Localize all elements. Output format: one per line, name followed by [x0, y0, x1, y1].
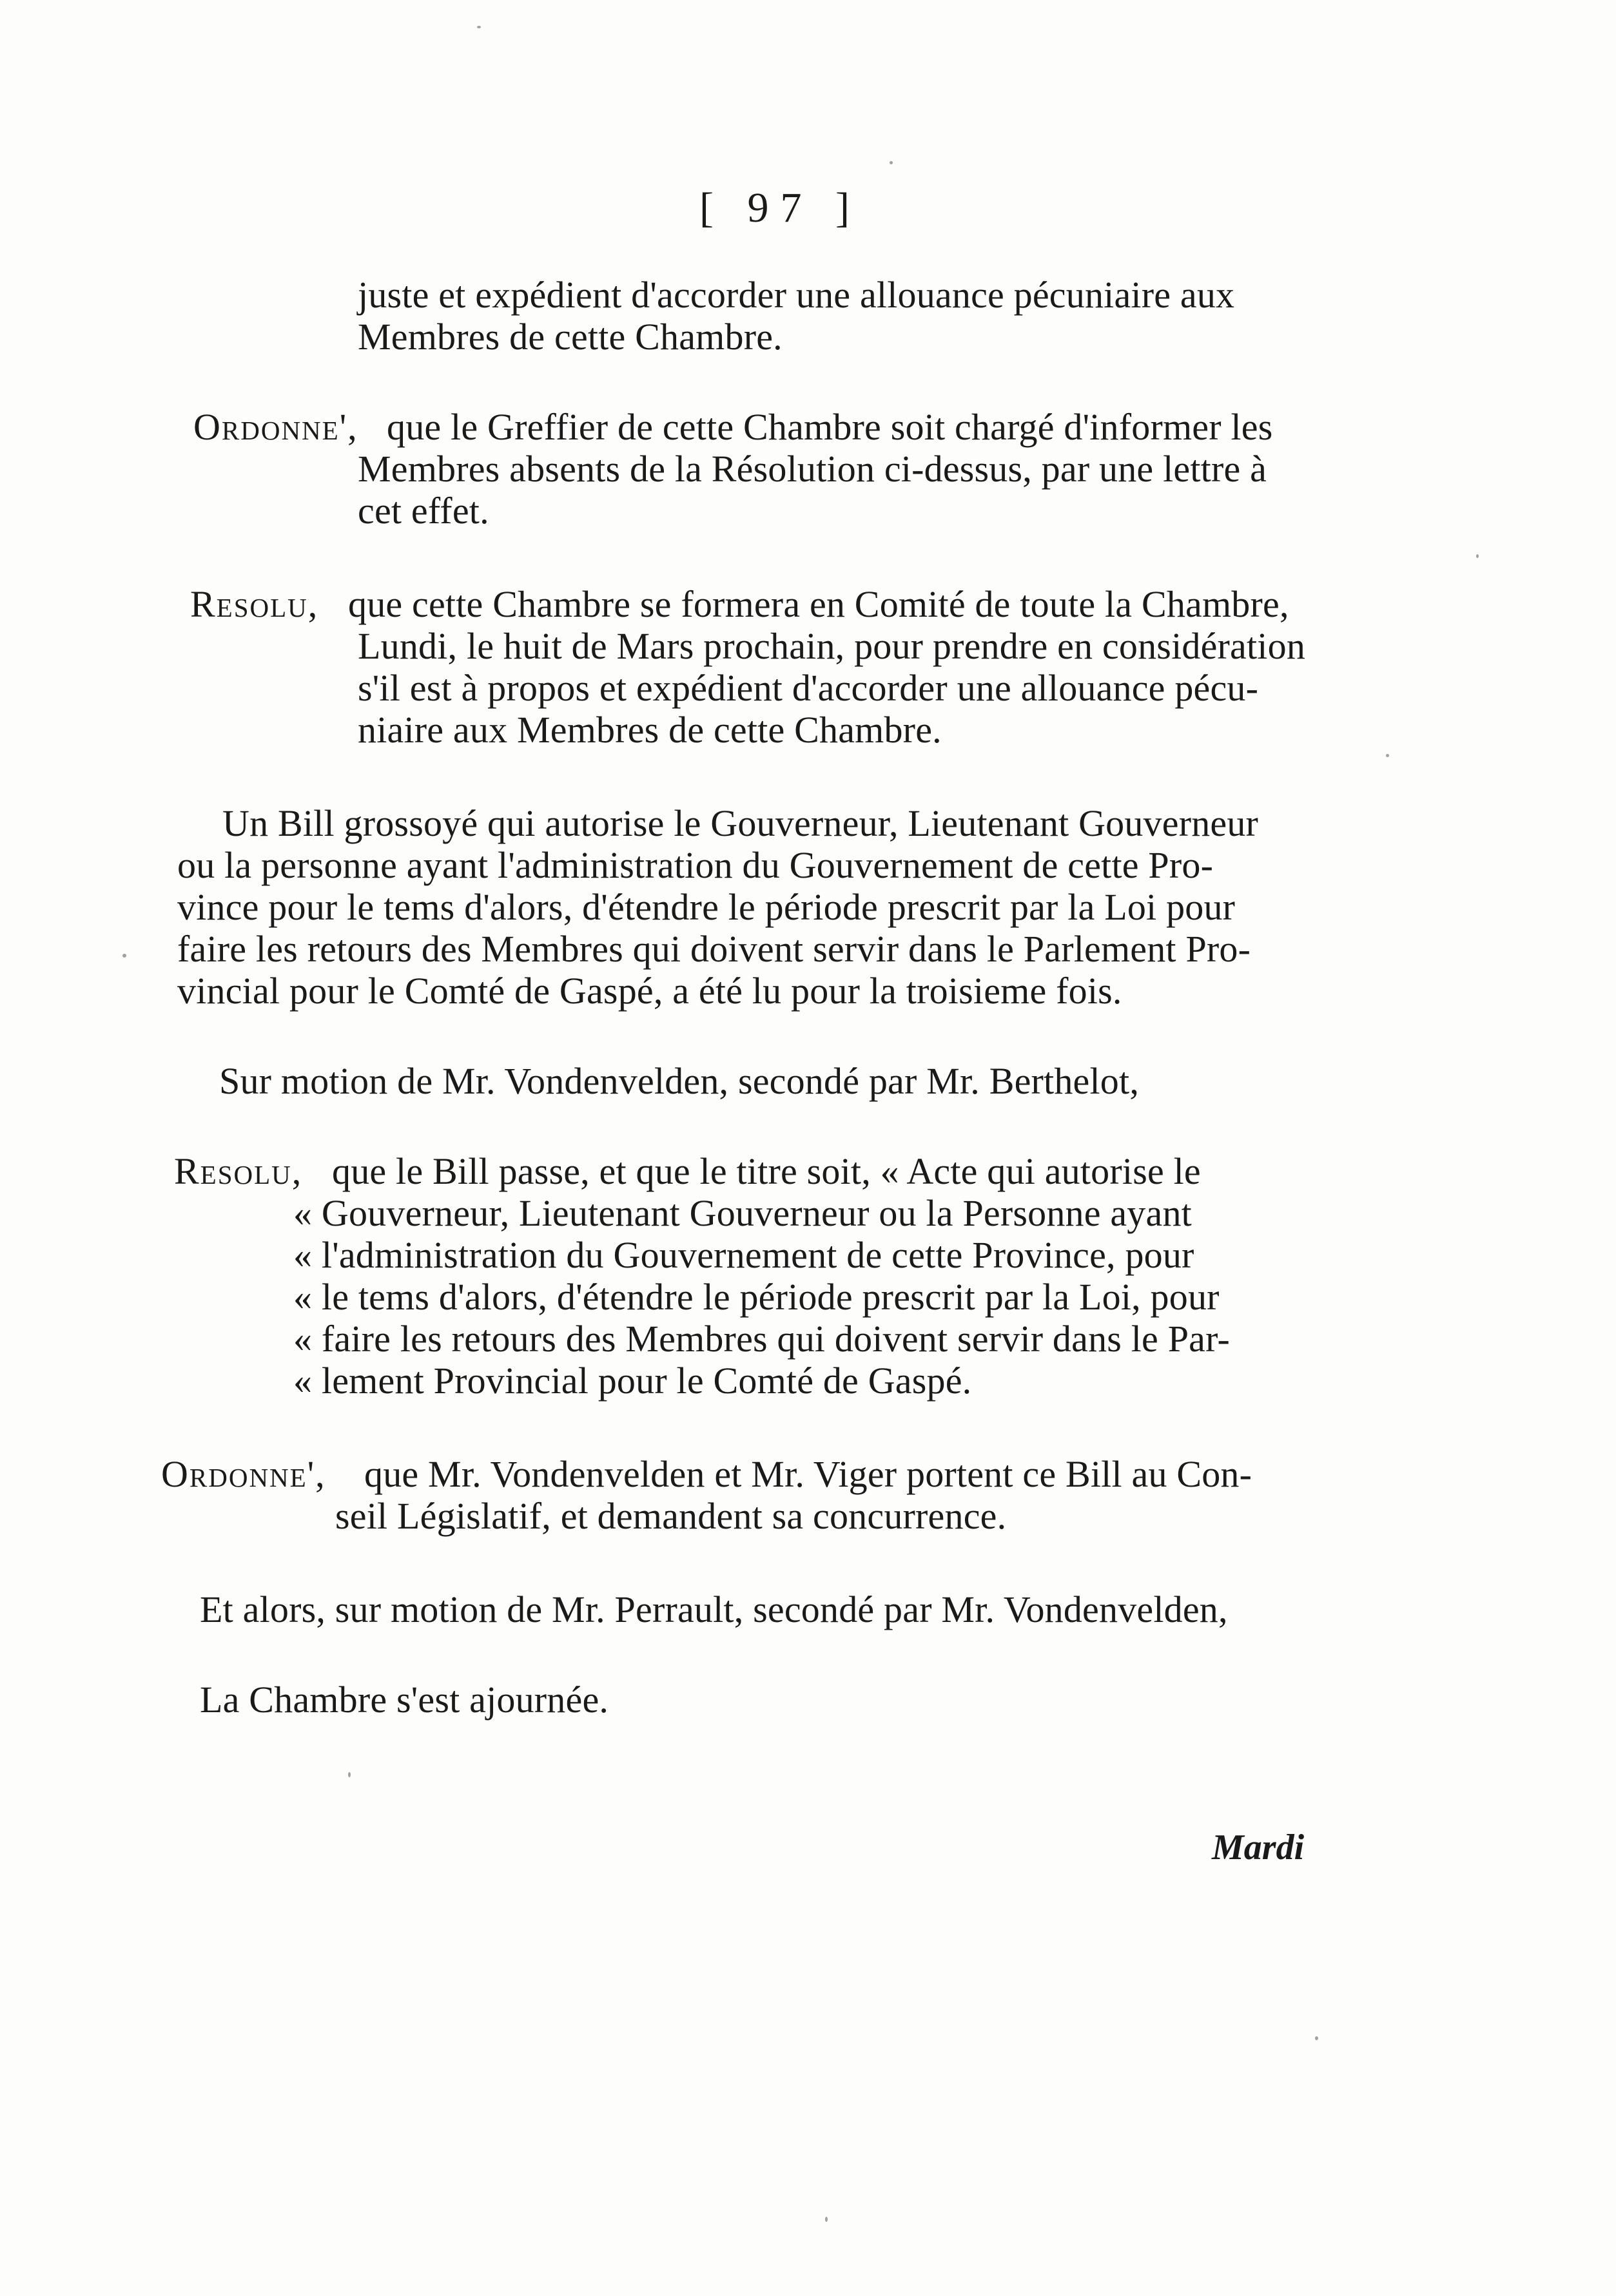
text-line: Lundi, le huit de Mars prochain, pour prendre en considération — [358, 625, 1306, 667]
text-line: juste et expédient d'accorder une allouance pécuniaire aux — [358, 274, 1235, 316]
scan-speck — [477, 26, 481, 28]
text-line: seil Législatif, et demandent sa concurrence. — [335, 1495, 1007, 1537]
text-line: Un Bill grossoyé qui autorise le Gouverneur, Lieutenant Gouverneur — [222, 802, 1259, 844]
text-line: ou la personne ayant l'administration du Gouvernement de cette Pro- — [177, 844, 1214, 886]
text-line: Et alors, sur motion de Mr. Perrault, secondé par Mr. Vondenvelden, — [200, 1588, 1228, 1630]
text-line: Membres absents de la Résolution ci-dessus, par une lettre à — [358, 448, 1267, 490]
text-line: vince pour le tems d'alors, d'étendre le période prescrit par la Loi pour — [177, 886, 1236, 928]
text-line: que le Greffier de cette Chambre soit chargé d'informer les — [387, 406, 1273, 448]
text-line: faire les retours des Membres qui doivent servir dans le Parlement Pro- — [177, 928, 1251, 970]
text-line: s'il est à propos et expédient d'accorder une allouance pécu- — [358, 667, 1259, 709]
text-line: Sur motion de Mr. Vondenvelden, secondé par Mr. Berthelot, — [219, 1060, 1140, 1102]
paragraph-lead: Resolu, — [190, 583, 319, 625]
text-line: que cette Chambre se formera en Comité de toute la Chambre, — [348, 583, 1289, 625]
catchword: Mardi — [1212, 1828, 1305, 1867]
text-line: vincial pour le Comté de Gaspé, a été lu pour la troisieme fois. — [177, 970, 1122, 1012]
scan-speck — [122, 954, 126, 958]
text-line: Membres de cette Chambre. — [358, 316, 783, 358]
text-line: cet effet. — [358, 490, 489, 532]
scan-speck — [1315, 2036, 1318, 2040]
scan-speck — [348, 1772, 351, 1777]
scan-speck — [825, 2217, 828, 2222]
scan-speck — [890, 161, 893, 164]
text-line: que le Bill passe, et que le titre soit, « Acte qui autorise le — [332, 1150, 1201, 1192]
text-line: « le tems d'alors, d'étendre le période prescrit par la Loi, pour — [293, 1276, 1220, 1318]
text-line: « Gouverneur, Lieutenant Gouverneur ou la Personne ayant — [293, 1192, 1192, 1234]
text-line: que Mr. Vondenvelden et Mr. Viger portent ce Bill au Con- — [364, 1453, 1252, 1495]
scan-speck — [1476, 554, 1479, 558]
text-line: niaire aux Membres de cette Chambre. — [358, 709, 942, 751]
text-line: « l'administration du Gouvernement de cette Province, pour — [293, 1234, 1194, 1276]
text-line: La Chambre s'est ajournée. — [200, 1679, 609, 1721]
scan-speck — [1386, 754, 1389, 757]
paragraph-lead: Ordonne', — [193, 406, 358, 448]
text-line: « lement Provincial pour le Comté de Gaspé. — [293, 1360, 972, 1402]
text-line: « faire les retours des Membres qui doivent servir dans le Par- — [293, 1318, 1230, 1360]
paragraph-lead: Ordonne', — [161, 1453, 326, 1495]
paragraph-lead: Resolu, — [174, 1150, 303, 1192]
page-number: [ 97 ] — [699, 184, 861, 231]
